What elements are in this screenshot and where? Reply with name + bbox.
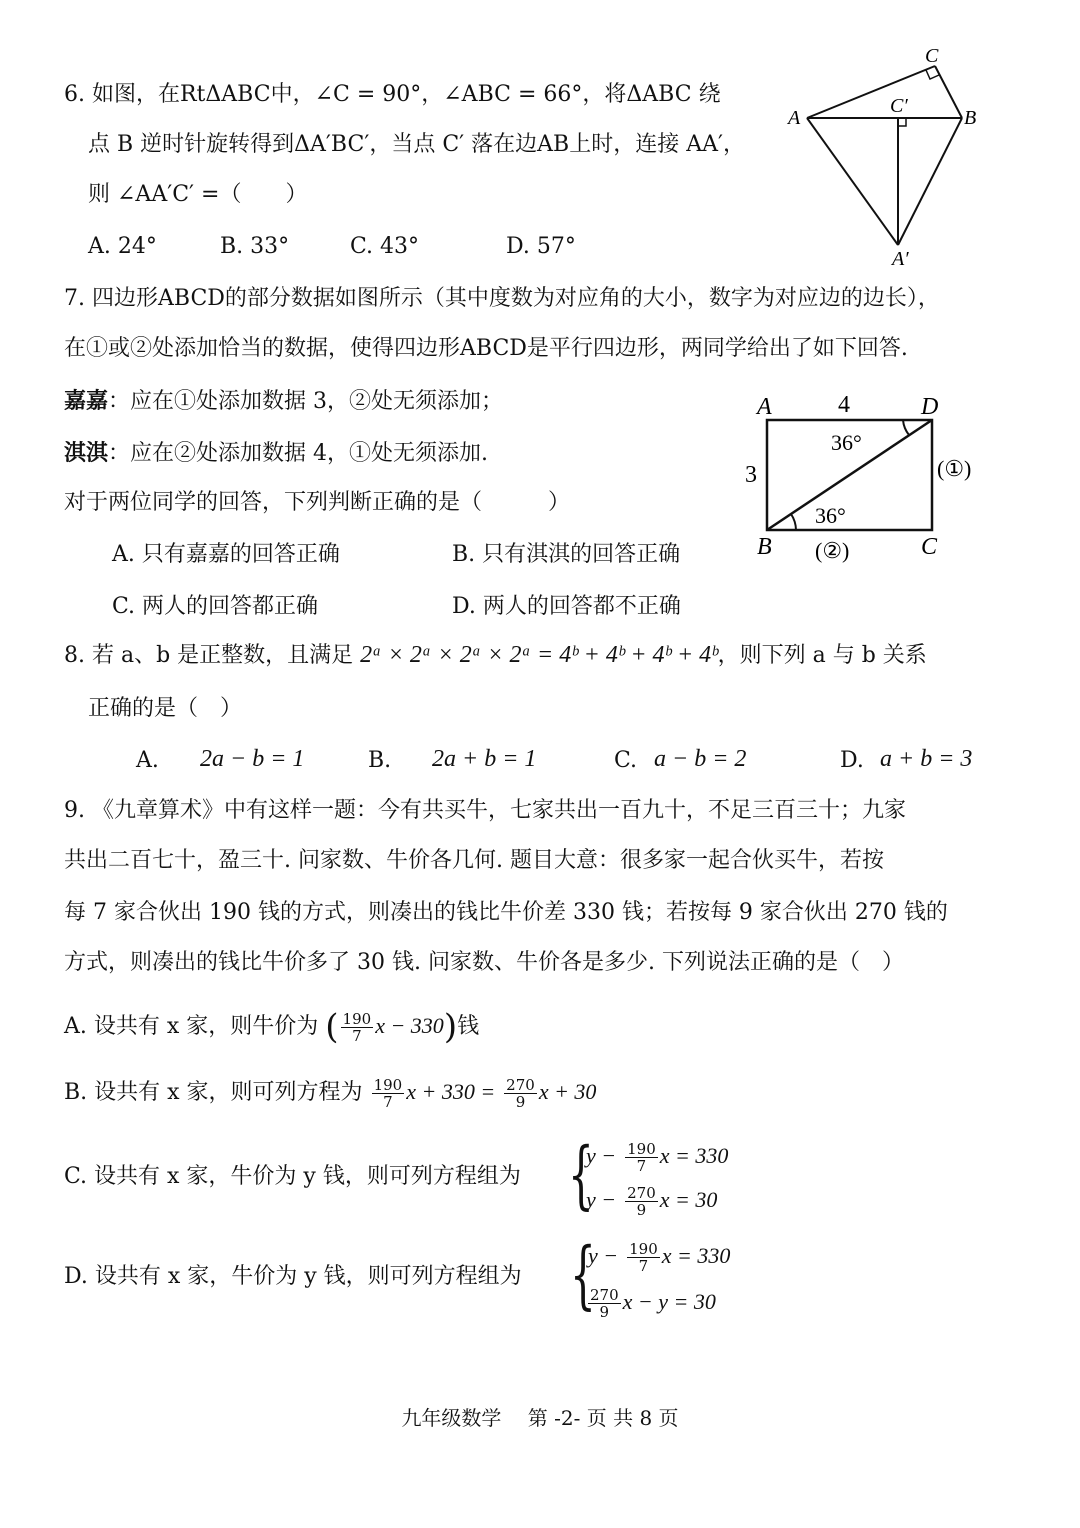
q7-label-angle-b: 36° (815, 503, 846, 528)
q7-angle-arc-b (791, 514, 796, 530)
q6-option-b: B. 33° (220, 234, 290, 259)
q9-a-fraction: $\frac{190}{7}$ (342, 1009, 372, 1045)
q8-option-a-label: A. (136, 748, 159, 773)
q9-a-rest: x − 330 (375, 1013, 444, 1038)
q8-option-d: a + b = 3 (880, 746, 973, 772)
q7-angle-arc-d (903, 420, 909, 435)
q9-a-paren-left: ( (325, 1007, 339, 1047)
q9-a-tail: 钱 (457, 1014, 480, 1039)
q7-label-c: C (921, 534, 938, 560)
q7-label-bottom: (②) (815, 538, 850, 563)
q6-line-3: 则 ∠AA′C′ =（ ） (88, 182, 308, 207)
q8-expression: 2ᵃ × 2ᵃ × 2ᵃ × 2ᵃ = 4ᵇ + 4ᵇ + 4ᵇ + 4ᵇ (360, 642, 718, 668)
q8-line-2: 正确的是（ ） (88, 696, 243, 721)
q8-option-d-label: D. (840, 748, 864, 773)
q6-seg-AAp (807, 118, 898, 245)
q6-seg-CB (935, 66, 962, 118)
q8-option-a: 2a − b = 1 (200, 746, 305, 772)
q6-label-ap: A′ (892, 248, 909, 270)
q7-jia-text: ：应在①处添加数据 3，②处无须添加； (108, 389, 504, 414)
q6-label-c: C (925, 45, 939, 67)
q6-option-a: A. 24° (88, 234, 157, 259)
q9-b-text: B. 设共有 x 家，则可列方程为 (64, 1080, 363, 1105)
q9-a-text: A. 设共有 x 家，则牛价为 (64, 1014, 319, 1039)
q8-line-1 (64, 640, 927, 671)
q7-jia-name: 嘉嘉 (64, 388, 109, 414)
q7-label-left: 3 (745, 462, 757, 488)
q9-d-eq-2: $\frac{270}{9}$ x − y = 30 (590, 1285, 716, 1321)
q6-seg-AC (807, 66, 935, 118)
q9-b-end: x + 30 (538, 1079, 597, 1104)
q7-option-a: A. 只有嘉嘉的回答正确 (112, 542, 340, 567)
q7-label-b: B (757, 534, 772, 560)
q7-qi-name: 淇淇 (64, 440, 109, 466)
page-footer: 九年级数学 第 -2- 页 共 8 页 (401, 1406, 679, 1430)
q8-option-c-label: C. (614, 748, 638, 773)
q7-line-qi (64, 438, 488, 469)
q7-label-a: A (757, 394, 772, 420)
q6-label-a: A (788, 107, 801, 129)
q7-line-1: 7. 四边形ABCD的部分数据如图所示（其中度数为对应角的大小，数字为对应边的边长）， (64, 286, 940, 311)
q9-c-brace: { (568, 1132, 594, 1218)
q9-d-brace: { (570, 1232, 596, 1318)
q9-line-1: 9. 《九章算术》中有这样一题：今有共买牛，七家共出一百九十，不足三百三十；九家 (64, 798, 906, 823)
q9-option-d: D. 设共有 x 家，牛价为 y 钱，则可列方程组为 (64, 1264, 522, 1289)
q9-c-fraction-2: $\frac{270}{9}$ (627, 1183, 656, 1219)
q6-line-1: 6. 如图，在RtΔABC中，∠C = 90°，∠ABC = 66°，将ΔABC 绕 (64, 82, 721, 107)
q8-text-b: ，则下列 a 与 b 关系 (717, 643, 927, 668)
q6-line-2: 点 B 逆时针旋转得到ΔA′BC′，当点 C′ 落在边AB上时，连接 AA′， (88, 132, 745, 157)
q7-option-d: D. 两人的回答都不正确 (452, 594, 681, 619)
q6-seg-BAp (898, 118, 962, 245)
q6-option-d: D. 57° (506, 234, 576, 259)
q6-label-cp: C′ (890, 95, 908, 117)
q6-label-b: B (964, 107, 977, 129)
q8-text-a: 8. 若 a、b 是正整数，且满足 (64, 643, 354, 668)
q7-line-2: 在①或②处添加恰当的数据，使得四边形ABCD是平行四边形，两同学给出了如下回答. (64, 336, 908, 361)
q7-line-jia (64, 386, 503, 417)
q9-option-c: C. 设共有 x 家，牛价为 y 钱，则可列方程组为 (64, 1164, 521, 1189)
q9-d-eq-1: y − $\frac{190}{7}$ x = 330 (588, 1239, 731, 1275)
q8-option-b: 2a + b = 1 (432, 746, 537, 772)
q7-label-angle-d: 36° (831, 430, 862, 455)
q7-label-d: D (921, 394, 939, 420)
q9-line-4: 方式，则凑出的钱比牛价多了 30 钱. 问家数、牛价各是多少. 下列说法正确的是（ ） (64, 950, 904, 975)
q9-b-fraction-1: $\frac{190}{7}$ (373, 1075, 403, 1111)
q9-d-fraction-2: $\frac{270}{9}$ (590, 1285, 619, 1321)
q7-line-5: 对于两位同学的回答，下列判断正确的是（ ） (64, 490, 571, 515)
q9-c-eq-2: y − $\frac{270}{9}$ x = 30 (586, 1183, 718, 1219)
q7-option-c: C. 两人的回答都正确 (112, 594, 319, 619)
q7-label-top: 4 (838, 392, 850, 418)
q7-option-b: B. 只有淇淇的回答正确 (452, 542, 681, 567)
q9-b-fraction-2: $\frac{270}{9}$ (506, 1075, 535, 1111)
q8-option-c: a − b = 2 (654, 746, 747, 772)
q7-figure (735, 388, 1010, 573)
q9-d-fraction-1: $\frac{190}{7}$ (629, 1239, 658, 1275)
q8-option-b-label: B. (368, 748, 392, 773)
q7-qi-text: ：应在②处添加数据 4，①处无须添加. (108, 441, 489, 466)
q7-label-right: (①) (937, 456, 972, 481)
q9-b-mid: x + 330 = (406, 1079, 496, 1104)
q6-right-angle-cp (898, 118, 906, 126)
q9-option-a (64, 1006, 479, 1047)
q9-option-b (64, 1072, 596, 1113)
q9-a-paren-right: ) (443, 1007, 458, 1047)
q6-option-c: C. 43° (350, 234, 420, 259)
q9-c-fraction-1: $\frac{190}{7}$ (627, 1139, 656, 1175)
q9-line-2: 共出二百七十，盈三十. 问家数、牛价各几何. 题目大意：很多家一起合伙买牛，若按 (64, 848, 884, 873)
q6-figure (780, 40, 1000, 270)
q9-c-eq-1: y − $\frac{190}{7}$ x = 330 (586, 1139, 729, 1175)
q9-line-3: 每 7 家合伙出 190 钱的方式，则凑出的钱比牛价差 330 钱；若按每 9 家合伙出 270 钱的 (64, 900, 948, 925)
